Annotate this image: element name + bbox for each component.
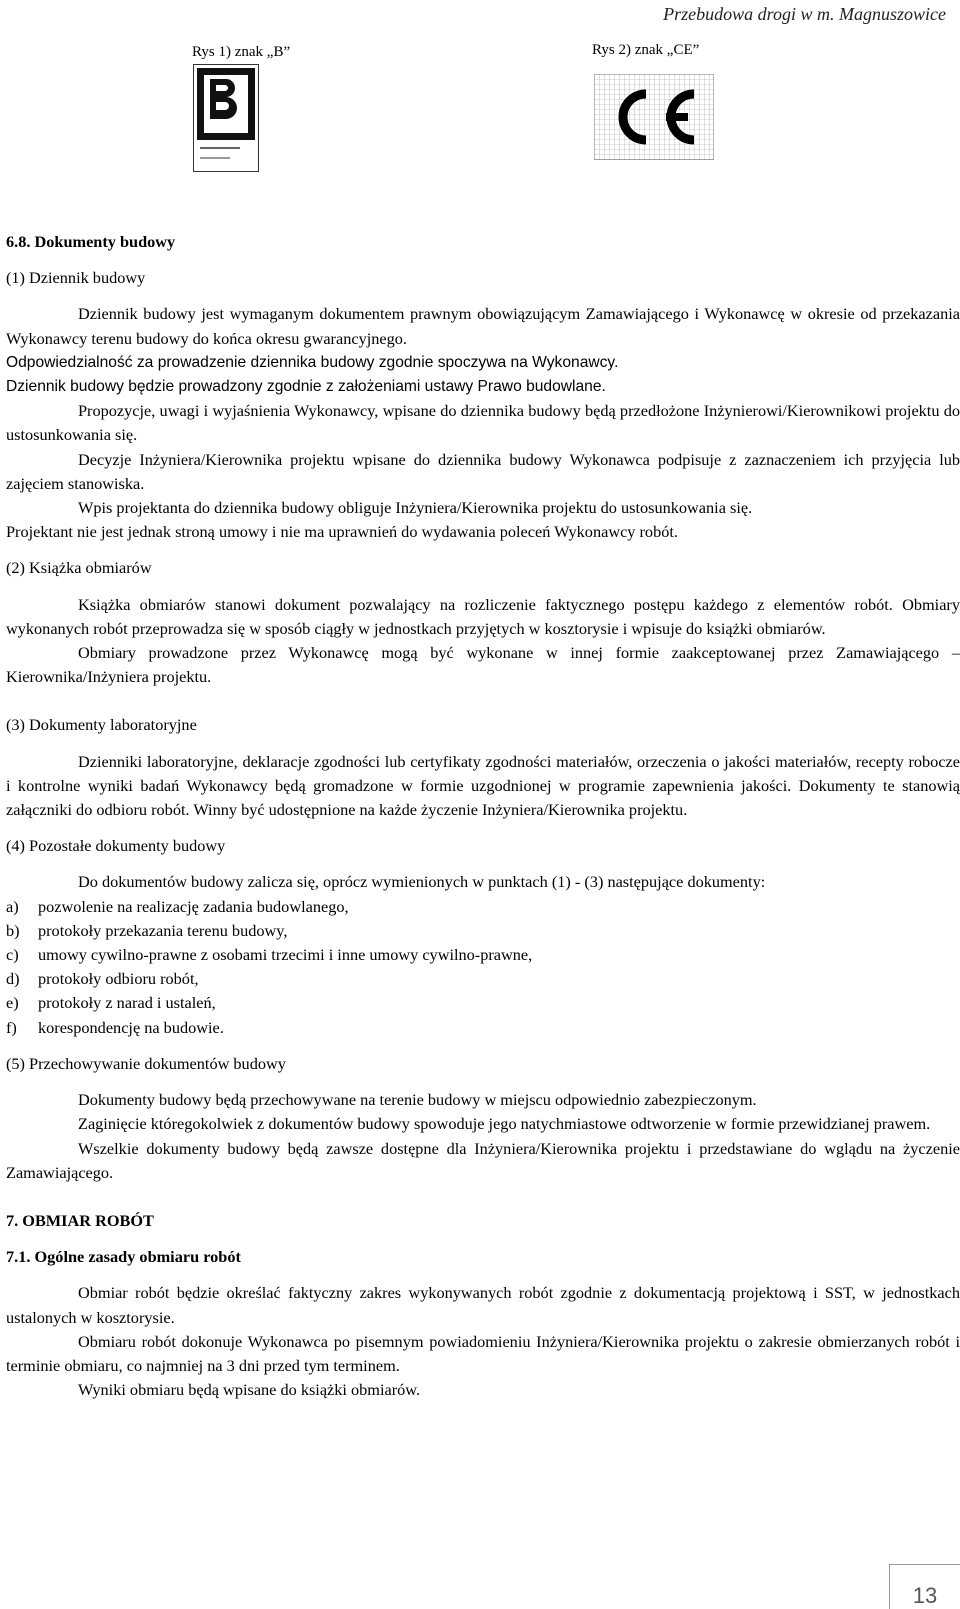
- subsection-2: (2) Książka obmiarów: [6, 558, 152, 578]
- paragraph: Dzienniki laboratoryjne, deklaracje zgodności lub certyfikaty zgodności materiałów, orzeczenia o jakości materiałów, recepty robocze i kontrolne wyniki badań Wykonawcy będą gromadzone w formie uzgodnionej w programie zapewnienia jakości. Dokumenty te stanowią załączniki do odbioru robót. Winny być udostępnione na każde życzenie Inżyniera/Kierownika projektu.: [6, 751, 960, 820]
- list-marker: b): [6, 920, 20, 940]
- list-text: pozwolenie na realizację zadania budowlanego,: [38, 896, 349, 916]
- list-marker: f): [6, 1017, 17, 1037]
- list-marker: e): [6, 993, 19, 1013]
- paragraph: Obmiar robót będzie określać faktyczny zakres wykonywanych robót zgodnie z dokumentacją projektową i SST, w jednostkach ustalonych w kosztorysie.: [6, 1283, 960, 1327]
- list-text: umowy cywilno-prawne z osobami trzecimi i inne umowy cywilno-prawne,: [38, 945, 533, 965]
- list-text: protokoły z narad i ustaleń,: [38, 993, 216, 1013]
- paragraph: Decyzje Inżyniera/Kierownika projektu wpisane do dziennika budowy Wykonawca podpisuje z zaznaczeniem ich przyjęcia lub zajęciem stanowiska.: [6, 449, 960, 493]
- paragraph: Dziennik budowy będzie prowadzony zgodnie z założeniami ustawy Prawo budowlane.: [6, 378, 606, 396]
- paragraph: Obmiaru robót dokonuje Wykonawca po pisemnym powiadomieniu Inżyniera/Kierownika projektu o zakresie obmierzanych robót i terminie obmiaru, co najmniej na 3 dni przed tym terminem.: [6, 1331, 960, 1375]
- list-text: protokoły odbioru robót,: [38, 969, 199, 989]
- list-marker: d): [6, 969, 20, 989]
- list-text: korespondencję na budowie.: [38, 1017, 224, 1037]
- figure-ce-caption: Rys 2) znak „CE”: [592, 42, 700, 58]
- section-title-6-8: 6.8. Dokumenty budowy: [6, 232, 176, 251]
- b-mark-logo: [193, 64, 259, 172]
- paragraph: Wszelkie dokumenty budowy będą zawsze dostępne dla Inżyniera/Kierownika projektu i przedstawiane do wglądu na życzenie Zamawiającego.: [6, 1138, 960, 1182]
- section-title-7-1: 7.1. Ogólne zasady obmiaru robót: [6, 1247, 241, 1267]
- list-item: [6, 991, 960, 1015]
- list-item: [6, 1016, 960, 1040]
- paragraph: Propozycje, uwagi i wyjaśnienia Wykonawcy, wpisane do dziennika budowy będą przedłożone Inżynierowi/Kierownikowi projektu do ustosunkowania się.: [6, 401, 960, 445]
- ce-mark-logo: [594, 74, 714, 160]
- list-item: [6, 919, 960, 943]
- document-body: [6, 230, 960, 1402]
- page-number: 13: [889, 1564, 960, 1609]
- paragraph: Do dokumentów budowy zalicza się, oprócz wymienionych w punktach (1) - (3) następujące dokumenty:: [78, 872, 766, 892]
- paragraph: Wyniki obmiaru będą wpisane do książki obmiarów.: [78, 1380, 421, 1400]
- list-item: [6, 943, 960, 967]
- paragraph: Zaginięcie któregokolwiek z dokumentów budowy spowoduje jego natychmiastowe odtworzenie w formie przewidzianej prawem.: [78, 1114, 931, 1134]
- list-marker: c): [6, 945, 19, 965]
- paragraph: Książka obmiarów stanowi dokument pozwalający na rozliczenie faktycznego postępu każdego z elementów robót. Obmiary wykonanych robót przeprowadza się w sposób ciągły w jednostkach przyjętych w kosztorysie i wpisuje do książki obmiarów.: [6, 594, 960, 638]
- list-item: [6, 967, 960, 991]
- paragraph: Odpowiedzialność za prowadzenie dziennika budowy zgodnie spoczywa na Wykonawcy.: [6, 353, 619, 371]
- paragraph: Obmiary prowadzone przez Wykonawcę mogą być wykonane w innej formie zaakceptowanej przez Zamawiającego – Kierownika/Inżyniera projektu.: [6, 643, 960, 687]
- page-header: Przebudowa drogi w m. Magnuszowice: [663, 4, 946, 24]
- subsection-4: (4) Pozostałe dokumenty budowy: [6, 836, 226, 856]
- subsection-3: (3) Dokumenty laboratoryjne: [6, 715, 197, 735]
- paragraph: Dokumenty budowy będą przechowywane na terenie budowy w miejscu odpowiednio zabezpieczonym.: [78, 1090, 757, 1110]
- list-marker: a): [6, 896, 19, 916]
- subsection-5: (5) Przechowywanie dokumentów budowy: [6, 1053, 286, 1073]
- paragraph: Projektant nie jest jednak stroną umowy i nie ma uprawnień do wydawania poleceń Wykonawcy robót.: [6, 522, 678, 542]
- subsection-1: (1) Dziennik budowy: [6, 268, 146, 288]
- paragraph: Wpis projektanta do dziennika budowy obliguje Inżyniera/Kierownika projektu do ustosunkowania się.: [78, 498, 753, 518]
- list-item: [6, 895, 960, 919]
- list-text: protokoły przekazania terenu budowy,: [38, 920, 288, 940]
- figure-b-caption: Rys 1) znak „B”: [192, 44, 291, 60]
- section-title-7: 7. OBMIAR ROBÓT: [6, 1210, 154, 1230]
- paragraph: Dziennik budowy jest wymaganym dokumentem prawnym obowiązującym Zamawiającego i Wykonawcę w okresie od przekazania Wykonawcy terenu budowy do końca okresu gwarancyjnego.: [6, 304, 960, 348]
